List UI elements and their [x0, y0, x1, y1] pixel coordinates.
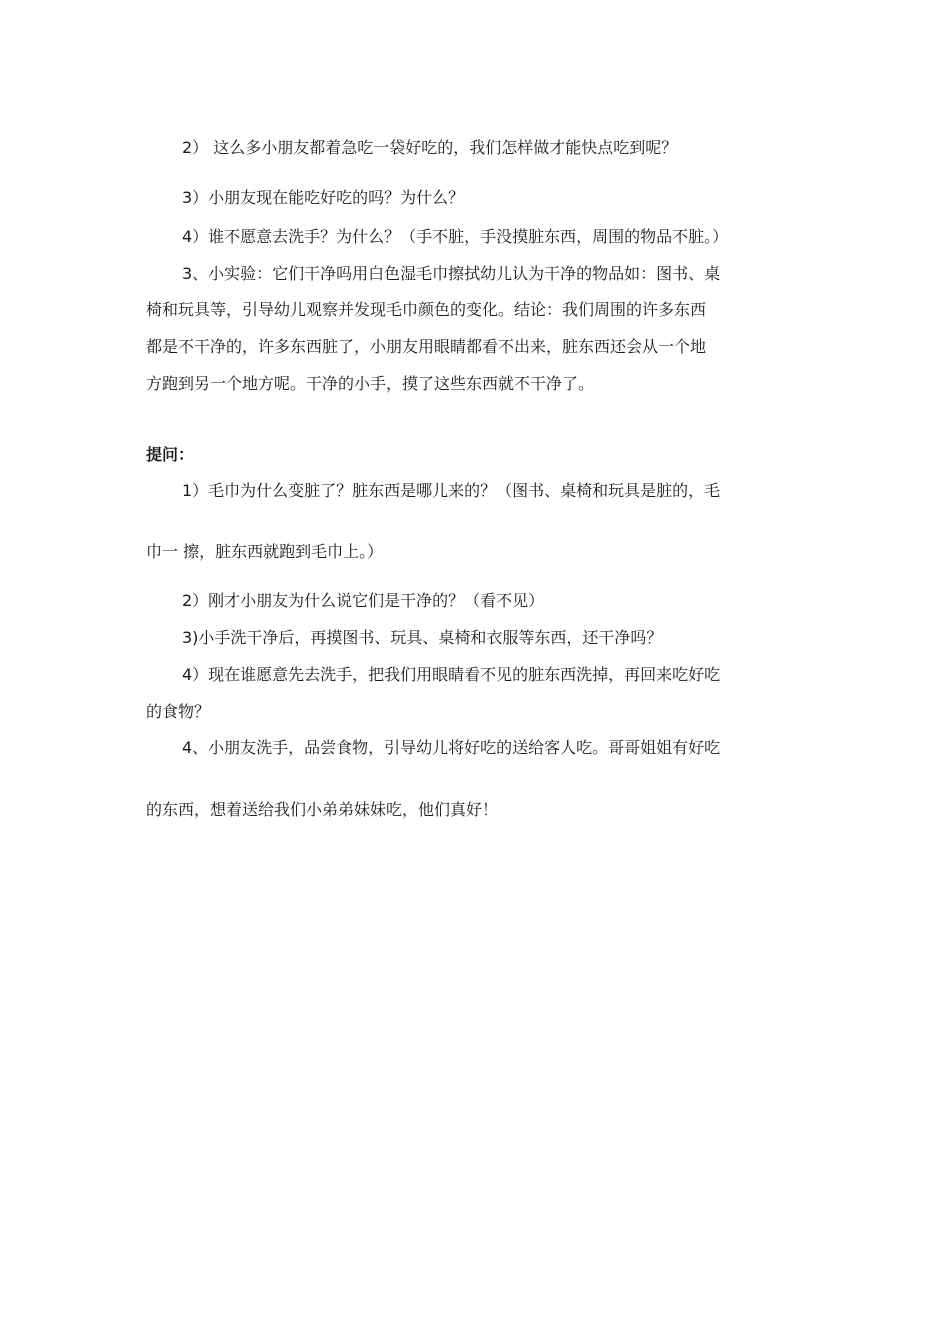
question-4-line: 4）谁不愿意去洗手？为什么？（手不脏，手没摸脏东西，周围的物品不脏。）	[182, 227, 729, 246]
clean-question-line: 2）刚才小朋友为什么说它们是干净的？（看不见）	[182, 591, 545, 610]
questions-heading: 提问：	[146, 445, 195, 464]
question-3-line: 3）小朋友现在能吃好吃的吗？为什么？	[182, 188, 465, 207]
step-4-line-2: 的东西，想着送给我们小弟弟妹妹吃，他们真好！	[146, 800, 499, 819]
experiment-line-3: 都是不干净的，许多东西脏了，小朋友用眼睛都看不出来，脏东西还会从一个地	[146, 337, 707, 356]
towel-question-line-1: 1）毛巾为什么变脏了？脏东西是哪儿来的？（图书、桌椅和玩具是脏的，毛	[182, 481, 721, 500]
washed-hands-question-line: 3)小手洗干净后，再摸图书、玩具、桌椅和衣服等东西，还干净吗？	[182, 628, 663, 647]
experiment-line-1: 3、小实验：它们干净吗用白色湿毛巾擦拭幼儿认为干净的物品如：图书、桌	[182, 264, 721, 283]
question-2-line: 2） 这么多小朋友都着急吃一袋好吃的，我们怎样做才能快点吃到呢？	[182, 138, 678, 157]
experiment-line-2: 椅和玩具等，引导幼儿观察并发现毛巾颜色的变化。结论：我们周围的许多东西	[146, 300, 707, 319]
towel-question-line-2: 巾一 擦，脏东西就跑到毛巾上。）	[146, 542, 384, 561]
wash-first-question-line-1: 4）现在谁愿意先去洗手，把我们用眼睛看不见的脏东西洗掉，再回来吃好吃	[182, 665, 721, 684]
wash-first-question-line-2: 的食物？	[146, 702, 211, 721]
step-4-line-1: 4、小朋友洗手，品尝食物，引导幼儿将好吃的送给客人吃。哥哥姐姐有好吃	[182, 738, 721, 757]
experiment-line-4: 方跑到另一个地方呢。干净的小手，摸了这些东西就不干净了。	[146, 374, 595, 393]
